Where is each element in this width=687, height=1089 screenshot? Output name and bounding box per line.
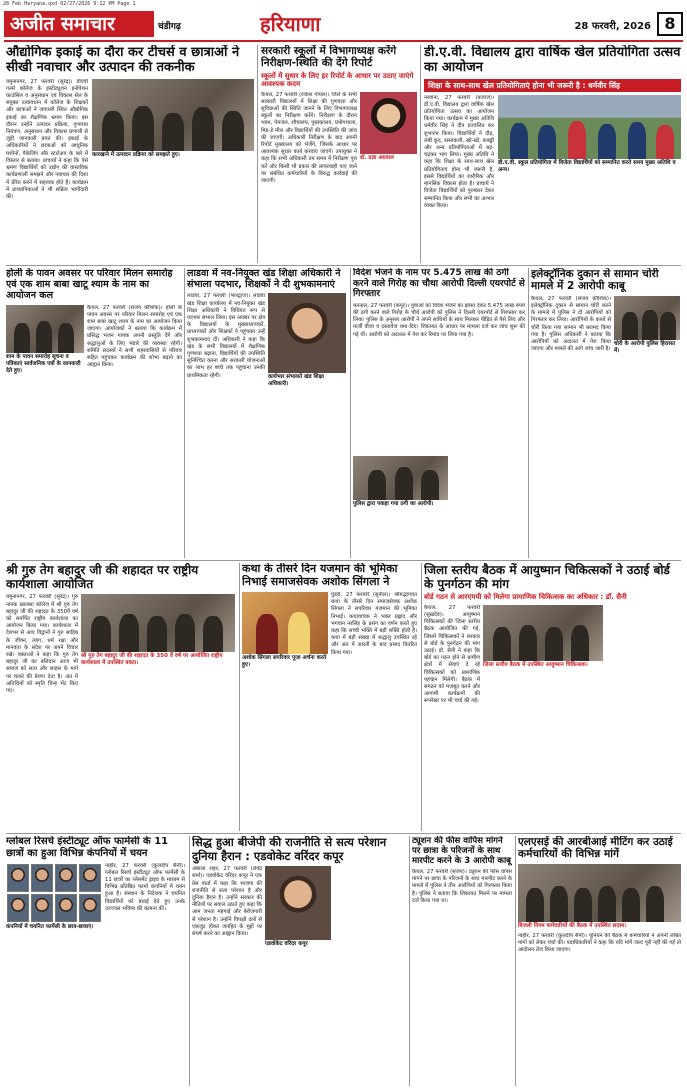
- story-union-meeting: [518, 836, 681, 1086]
- story-headline: औद्योगिक इकाई का दौरा कर टीचर्स व छात्राओं ने सीखी नवाचार और उत्पादन की तकनीक: [6, 45, 240, 76]
- kapoor-portrait: [265, 866, 331, 940]
- story-headline: ग्लोबल रिसर्च इंस्टीट्यूट ऑफ फार्मेसी के 11 छात्रों का हुआ विभिन्न कंपनियों में चयन: [6, 836, 169, 859]
- story-visa-fraud: [353, 268, 525, 558]
- story-headline: ट्यूशन की फीस वापिस मांगने पर छात्रा के परिजनों के साथ मारपीट करने के 3 आरोपी काबू: [412, 836, 512, 867]
- story-body: नरवाना, 27 फरवरी (बजाज)। डी.ए.वी. विद्यालय द्वारा वार्षिक खेल प्रतियोगिता उत्सव का आयोजन किया गया। कार्यक्रम में मुख्य अतिथि धर्मवीर सिंह ने दीप प्रज्वलित कर शुभारंभ किया। विद्यार्थियों ने दौड़, लंबी कूद, रस्साकशी, खो-खो, कबड्डी और अन्य प्रतियोगिताओं में बढ़-चढ़कर भाग लिया। मुख्य अतिथि ने कहा कि शिक्षा के साथ-साथ खेल प्रतियोगिताएं होना भी जरूरी है, इससे विद्यार्थियों का शारीरिक और मानसिक विकास होता है। प्राचार्य ने विजेता विद्यार्थियों को पुरस्कार देकर सम्मानित किया और सभी का आभार व्यक्त किया।: [424, 94, 494, 209]
- story-photo: [498, 95, 681, 159]
- story-body: नाहौर, 27 फरवरी (कुलदीप सैनी)। यूनियन की बैठक में कर्मचारियों ने अपनी लंबित मांगों को लेकर चर्चा की। पदाधिकारियों ने कहा कि यदि मांगें जल्द पूरी नहीं की गईं तो आंदोलन तेज किया जाएगा।: [518, 932, 681, 954]
- story-body-column: [334, 866, 404, 1066]
- story-subheadline: बोर्ड गठन से आरएमपी को मिलेगा प्रामाणिक चिकित्सक का अधिकार : डॉ. सैनी: [424, 593, 627, 602]
- story-body: कैथल, 27 फरवरी (संजय कौशिक)। इलेक्ट्रॉनिक दुकान से सामान चोरी करने के मामले में पुलिस ने दो आरोपियों को गिरफ्तार कर लिया। आरोपियों के कब्जे से चोरी किया गया सामान भी बरामद किया गया है। पुलिस अधिकारी ने बताया कि आरोपियों को अदालत में पेश किया जाएगा और मामले की आगे जांच जारी है।: [531, 295, 611, 353]
- story-headline: होली के पावन अवसर पर परिवार मिलन समारोह एवं एक शाम बाबा खाटू श्याम के नाम का आयोजन कल: [6, 268, 173, 302]
- story-body: यमुनानगर, 27 फरवरी (सुरेंद्र)। गुरु नानक खालसा कॉलेज में श्री गुरु तेग बहादुर जी की शहादत के 350वें वर्ष को समर्पित राष्ट्रीय कार्यशाला का आयोजन किया गया। कार्यशाला में देशभर से आए विद्वानों ने गुरु साहिब के जीवन, त्याग, धर्म रक्षा और मानवता के संदेश पर अपने विचार रखे। वक्ताओं ने कहा कि गुरु तेग बहादुर जी का बलिदान आज भी समाज को सत्य और साहस के मार्ग पर चलने की प्रेरणा देता है। अंत में अतिथियों को स्मृति चिन्ह भेंट किए गए।: [6, 594, 78, 694]
- masthead: [0, 9, 687, 39]
- story-body: यमुनानगर, 27 फरवरी (सुरेंद्र)। डीएवी गर्ल्स कॉलेज के इंस्टीट्यूशन इनोवेशन काउंसिल व अनुसंधान एवं विकास सेल के संयुक्त तत्वावधान में कॉलेज के शिक्षकों और छात्राओं ने जगाधरी स्थित औद्योगिक इकाई का शैक्षणिक भ्रमण किया। इस दौरान उन्होंने उत्पादन प्रक्रिया, गुणवत्ता नियंत्रण, अनुसंधान और विकास प्रणाली से जुड़ी जानकारी प्राप्त की। इकाई के अधिकारियों ने छात्राओं को आधुनिक मशीनों, पैकेजिंग और स्टार्टअप के बारे में विस्तार से बताया। प्राचार्या ने कहा कि ऐसे भ्रमण विद्यार्थियों को उद्योग की वास्तविक कार्यप्रणाली समझने और नवाचार की दिशा में प्रेरित करने में सहायक होते हैं। कार्यक्रम में प्राध्यापिकाओं ने भी सक्रिय भागीदारी की।: [6, 78, 88, 200]
- photo-caption: अशोक सिंगला सपरिवार पूजा अर्चना करते हुए।: [242, 654, 327, 668]
- story-body-column: [606, 605, 680, 805]
- story-headline: एलएसई की आरबीआई मीटिंग कर उठाई कर्मचारियों की विभिन्न मांगें: [518, 836, 673, 861]
- photo-caption: शाम के पावन समारोह सूचना व पत्रिकाएं सार्वजनिक पत्रों के जानकारी देते हुए।: [6, 353, 81, 374]
- story-holi-event: [6, 268, 182, 558]
- story-photo: [614, 296, 680, 340]
- story-electronics-theft: [531, 268, 681, 558]
- story-body: करनाल, 27 फरवरी (कपूर)। युवाओं को विदेश भेजने का झांसा देकर 5.475 लाख रुपये की ठगी करने वाले गिरोह के चौथे आरोपी को पुलिस ने दिल्ली एयरपोर्ट से गिरफ्तार कर लिया। पुलिस के अनुसार आरोपी ने अपने साथियों के साथ मिलकर पीड़ित से पैसे लिए और फर्जी वीजा व दस्तावेज थमा दिए। शिकायत के आधार पर मामला दर्ज कर जांच शुरू की गई थी। आरोपी को अदालत में पेश कर रिमांड पर लिया गया है।: [353, 302, 525, 338]
- story-tuition-assault: [412, 836, 512, 1086]
- photo-caption: जिला स्तरीय बैठक में उपस्थित आयुष्मान चिकित्सक।: [483, 661, 588, 668]
- portrait-caption: एडवोकेट वरिंदर कपूर: [265, 941, 308, 948]
- story-dav-sports: [424, 45, 681, 263]
- edition-city: चंडीगढ़: [158, 22, 181, 32]
- story-body: अंबाला शहर, 27 फरवरी (रविंद्र शर्मा)। एडवोकेट वरिंदर कपूर ने एक प्रेस वार्ता में कहा कि भाजपा की राजनीति से सत्य परेशान है और दुनिया हैरान है। उन्होंने सरकार की नीतियों पर सवाल उठाते हुए कहा कि आम जनता महंगाई और बेरोजगारी से परेशान है। उन्होंने विपक्षी दलों से एकजुट होकर जनहित के मुद्दों पर संघर्ष करने का आह्वान किया।: [192, 866, 262, 937]
- official-portrait: [360, 92, 417, 154]
- masthead-rule: [4, 40, 683, 42]
- story-body: कैथल, 27 फरवरी (संजय)। ट्यूशन की फीस वापस मांगने पर छात्रा के परिजनों के साथ मारपीट करने के मामले में पुलिस ने तीन आरोपियों को गिरफ्तार किया है। पुलिस ने बताया कि शिकायत मिलने पर मामला दर्ज किया गया था।: [412, 869, 512, 904]
- story-body: कैथल, 27 फरवरी (सुखदेव)। आयुष्मान चिकित्सकों की जिला स्तरीय बैठक आयोजित की गई, जिसमें चिकित्सकों ने सरकार से बोर्ड के पुनर्गठन की मांग उठाई। डॉ. सैनी ने कहा कि बोर्ड का गठन होने से ग्रामीण क्षेत्रों में सेवाएं दे रहे चिकित्सकों को प्रामाणिक पहचान मिलेगी। बैठक में संगठन को मजबूत करने और आगामी कार्यक्रमों की रूपरेखा पर भी चर्चा की गई।: [424, 604, 480, 705]
- story-industrial-visit: [6, 45, 254, 263]
- photo-caption: श्री गुरु तेग बहादुर जी की शहादत के 350 वें वर्ष पर आयोजित राष्ट्रीय कार्यशाला में उपस्थित वक्ता।: [81, 653, 223, 667]
- story-body-continued: [92, 162, 254, 258]
- story-photo: [92, 79, 254, 151]
- story-guru-workshop: [6, 563, 236, 831]
- section-title: हरियाणा: [260, 12, 321, 36]
- story-photo: [242, 592, 328, 654]
- story-body: लाडवा, 27 फरवरी (भारद्वाज)। लाडवा खंड शिक्षा कार्यालय में नव-नियुक्त खंड शिक्षा अधिकारी ने विधिवत रूप से पदभार संभाल लिया। इस अवसर पर क्षेत्र के विद्यालयों के मुख्याध्यापकों, प्राध्यापकों और शिक्षकों ने पहुंचकर उन्हें शुभकामनाएं दीं। अधिकारी ने कहा कि खंड के सभी विद्यालयों में शैक्षणिक गुणवत्ता बढ़ाना, विद्यार्थियों की उपस्थिति सुनिश्चित करना और सरकारी योजनाओं का लाभ हर बच्चे तक पहुंचाना उनकी प्राथमिकता रहेगी।: [187, 293, 265, 379]
- student-mugshots: [6, 863, 102, 923]
- story-headline: लाडवा में नव-नियुक्त खंड शिक्षा अधिकारी ने संभाला पदभार, शिक्षकों ने दी शुभकामनाएं: [187, 268, 341, 291]
- story-ayushman-meeting: [424, 563, 681, 831]
- newspaper-brand-logo: अजीत समाचार: [4, 11, 154, 37]
- story-school-inspection: [261, 45, 417, 263]
- story-headline: कथा के तीसरे दिन यजमान की भूमिका निभाई समाजसेवक अशोक सिंगला ने: [242, 563, 398, 588]
- story-photo: [81, 594, 235, 652]
- story-photo: [6, 305, 84, 353]
- story-headline: विदेश भेजने के नाम पर 5.475 लाख की ठगी करने वाले गिरोह का चौथा आरोपी दिल्ली एयरपोर्ट से गिरफ्तार: [353, 268, 525, 300]
- story-banner: शिक्षा के साथ-साथ खेल प्रतियोगिताएं होना भी जरूरी है : धर्मवीर सिंह: [424, 79, 681, 92]
- photo-caption: डी.ए.वी. स्कूल प्रतियोगिता में विजेता विद्यार्थियों को सम्मानित करते समय मुख्य अतिथि व अन्य।: [498, 159, 676, 173]
- officer-portrait: [268, 293, 346, 373]
- story-photo: [353, 456, 448, 500]
- page-slug: 28 Feb Haryana.qxd 02/27/2026 9:12 PM Page 1: [3, 1, 136, 7]
- story-katha-singla: [242, 563, 418, 831]
- portrait-caption: डॉ. प्रज्ञा अग्रवाल: [360, 154, 394, 161]
- portrait-caption: कार्यभार संभालते खंड शिक्षा अधिकारी।: [268, 374, 324, 388]
- story-headline: इलेक्ट्रॉनिक दुकान से सामान चोरी मामले में 2 आरोपी काबू: [531, 268, 659, 293]
- story-body: कैथल, 27 फरवरी (राकेश गोयल)। जिले के सभी सरकारी विद्यालयों में शिक्षा की गुणवत्ता और सुविधाओं की स्थिति जानने के लिए विभागाध्यक्ष स्कूलों का निरीक्षण करेंगे। निरीक्षण के दौरान भवन, पेयजल, शौचालय, पुस्तकालय, प्रयोगशाला, मिड-डे मील और विद्यार्थियों की उपस्थिति की जांच की जाएगी। अधिकारी निरीक्षण के बाद अपनी रिपोर्ट मुख्यालय को भेजेंगे, जिसके आधार पर आवश्यक सुधार कार्य करवाए जाएंगे। उपायुक्त ने कहा कि सभी अधिकारी तय समय में निरीक्षण पूरा करें और किसी भी प्रकार की लापरवाही पाए जाने पर संबंधित कर्मचारियों के विरुद्ध कार्रवाई की जाएगी।: [261, 91, 357, 184]
- story-headline: सरकारी स्कूलों में विभागाध्यक्ष करेंगे निरीक्षण-स्थिति की देंगे रिपोर्ट: [261, 45, 397, 70]
- page-number: 8: [657, 12, 683, 36]
- story-body: पुंडरी, 27 फरवरी (सुनील)। श्रीमद्भागवत कथा के तीसरे दिन समाजसेवक अशोक सिंगला ने सपरिवार यजमान की भूमिका निभाई। कथावाचक ने भक्त प्रह्लाद और भगवान नरसिंह के प्रसंग का वर्णन करते हुए कहा कि सच्ची भक्ति में बड़ी शक्ति होती है। कथा में बड़ी संख्या में श्रद्धालु उपस्थित रहे और अंत में आरती के बाद प्रसाद वितरित किया गया।: [331, 591, 417, 656]
- photo-caption: बिजली निगम कर्मचारियों की बैठक में उपस्थित सदस्य।: [518, 922, 627, 929]
- edition-date: 28 फरवरी, 2026: [574, 21, 651, 32]
- story-headline: श्री गुरु तेग बहादुर जी की शहादत पर राष्ट्रीय कार्यशाला आयोजित: [6, 563, 199, 592]
- story-subheadline: स्कूलों में सुधार के लिए हर रिपोर्ट के आधार पर उठाए जाएंगे आवश्यक कदम: [261, 71, 414, 89]
- story-bjp-kapoor: [192, 836, 406, 1086]
- photo-caption: पुलिस द्वारा पकड़ा गया ठगी का आरोपी।: [353, 500, 434, 507]
- story-body: नाहौर, 27 फरवरी (कुलदीप सैनी)। ग्लोबल रिसर्च इंस्टीट्यूट ऑफ फार्मेसी के 11 छात्रों का प्लेसमेंट ड्राइव के माध्यम से विभिन्न प्रतिष्ठित फार्मा कंपनियों में चयन हुआ है। संस्थान के निदेशक ने चयनित विद्यार्थियों को बधाई देते हुए उनके उज्ज्वल भविष्य की कामना की।: [105, 862, 185, 912]
- story-headline: डी.ए.वी. विद्यालय द्वारा वार्षिक खेल प्रतियोगिता उत्सव का आयोजन: [424, 45, 681, 76]
- story-ladwa-officer: [187, 268, 347, 558]
- story-photo: [518, 864, 681, 922]
- story-headline: जिला स्तरीय बैठक में आयुष्मान चिकित्सकों ने उठाई बोर्ड के पुनर्गठन की मांग: [424, 563, 670, 592]
- story-pharmacy-placement: [6, 836, 186, 1086]
- story-photo: [483, 605, 603, 661]
- story-headline: सिद्ध हुआ बीजेपी की राजनीति से सत्य परेशान दुनिया हैरान : एडवोकेट वरिंदर कपूर: [192, 836, 387, 863]
- photo-caption: कारखाने में उत्पादन प्रक्रिया को समझते हुए।: [92, 151, 180, 158]
- photo-caption: कंपनियों में चयनित फार्मेसी के छात्र-छात्राएं।: [6, 923, 94, 930]
- story-body: कैथल, 27 फरवरी (संजय कौशिक)। होली के पावन अवसर पर परिवार मिलन समारोह एवं एक शाम बाबा खाटू श्याम के नाम का आयोजन किया जाएगा। आयोजकों ने बताया कि कार्यक्रम में प्रसिद्ध भजन गायक अपनी प्रस्तुति देंगे और श्रद्धालुओं के लिए भंडारे की व्यवस्था रहेगी। समिति सदस्यों ने सभी शहरवासियों से परिवार सहित पहुंचकर कार्यक्रम की शोभा बढ़ाने का आह्वान किया।: [87, 304, 182, 369]
- photo-caption: चोरी के आरोपी पुलिस हिरासत में।: [614, 340, 676, 354]
